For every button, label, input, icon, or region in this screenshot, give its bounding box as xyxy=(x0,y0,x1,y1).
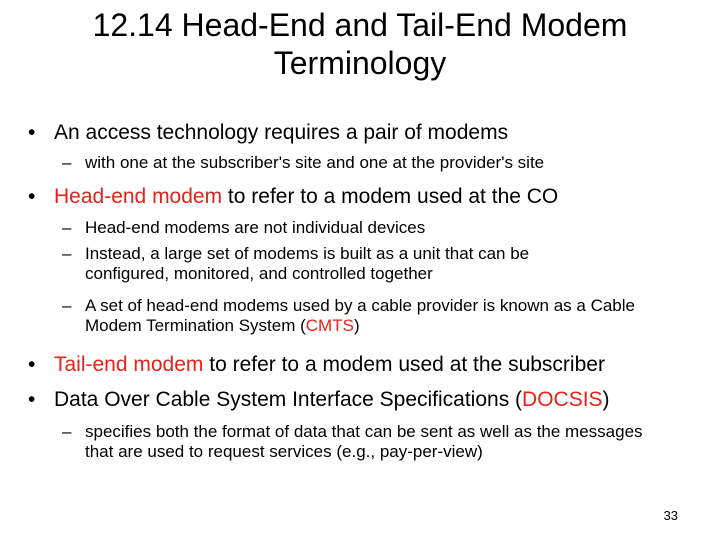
bullet-marker: • xyxy=(28,185,36,208)
abbr-docsis: DOCSIS xyxy=(522,388,603,411)
bullet-marker: • xyxy=(28,353,36,376)
abbr-cmts: CMTS xyxy=(305,316,354,335)
dash-marker: – xyxy=(62,296,72,315)
bullet-marker: • xyxy=(28,121,36,144)
docsis-text-before: Data Over Cable System Interface Specifications ( xyxy=(54,388,523,411)
bullet-text: to refer to a modem used at the CO xyxy=(222,185,559,208)
sub-bullet-not-individual xyxy=(62,218,662,238)
sub-bullet-subscriber-site xyxy=(62,153,662,173)
title-line-2: Terminology xyxy=(273,45,447,81)
bullet-tail-end-modem xyxy=(28,352,605,377)
sub-bullet-cmts xyxy=(62,296,682,336)
bullet-text: An access technology requires a pair of modems xyxy=(54,121,509,144)
sub-bullet-text: Instead, a large set of modems is built as a unit that can be configured, monitored, and controlled together xyxy=(85,244,530,283)
sub-bullet-text xyxy=(85,296,682,336)
title-line-1: 12.14 Head-End and Tail-End Modem xyxy=(92,7,628,43)
page-number: 33 xyxy=(663,508,678,523)
bullet-docsis xyxy=(28,387,610,412)
sub-bullet-text: with one at the subscriber's site and one at the provider's site xyxy=(85,153,545,172)
cmts-text-before: A set of head-end modems used by a cable provider is known as a Cable Modem Termination System ( xyxy=(85,296,635,335)
bullet-marker: • xyxy=(28,388,36,411)
bullet-head-end-modem xyxy=(28,184,558,209)
bullet-access-technology xyxy=(28,120,508,145)
slide-title xyxy=(30,6,690,82)
dash-marker: – xyxy=(62,153,72,172)
dash-marker: – xyxy=(62,244,72,263)
dash-marker: – xyxy=(62,422,72,441)
cmts-text-after: ) xyxy=(353,316,360,335)
sub-bullet-set-of-modems xyxy=(62,244,617,284)
term-tail-end-modem: Tail-end modem xyxy=(54,353,204,376)
term-head-end-modem: Head-end modem xyxy=(54,185,223,208)
bullet-text: to refer to a modem used at the subscriber xyxy=(203,353,605,376)
sub-bullet-text: Head-end modems are not individual devices xyxy=(85,218,426,237)
docsis-text-after: ) xyxy=(602,388,610,411)
sub-bullet-text: specifies both the format of data that can be sent as well as the messages that are used to request services (e.g., pay-per-view) xyxy=(85,422,643,461)
dash-marker: – xyxy=(62,218,72,237)
sub-bullet-docsis-specifies xyxy=(62,422,662,462)
